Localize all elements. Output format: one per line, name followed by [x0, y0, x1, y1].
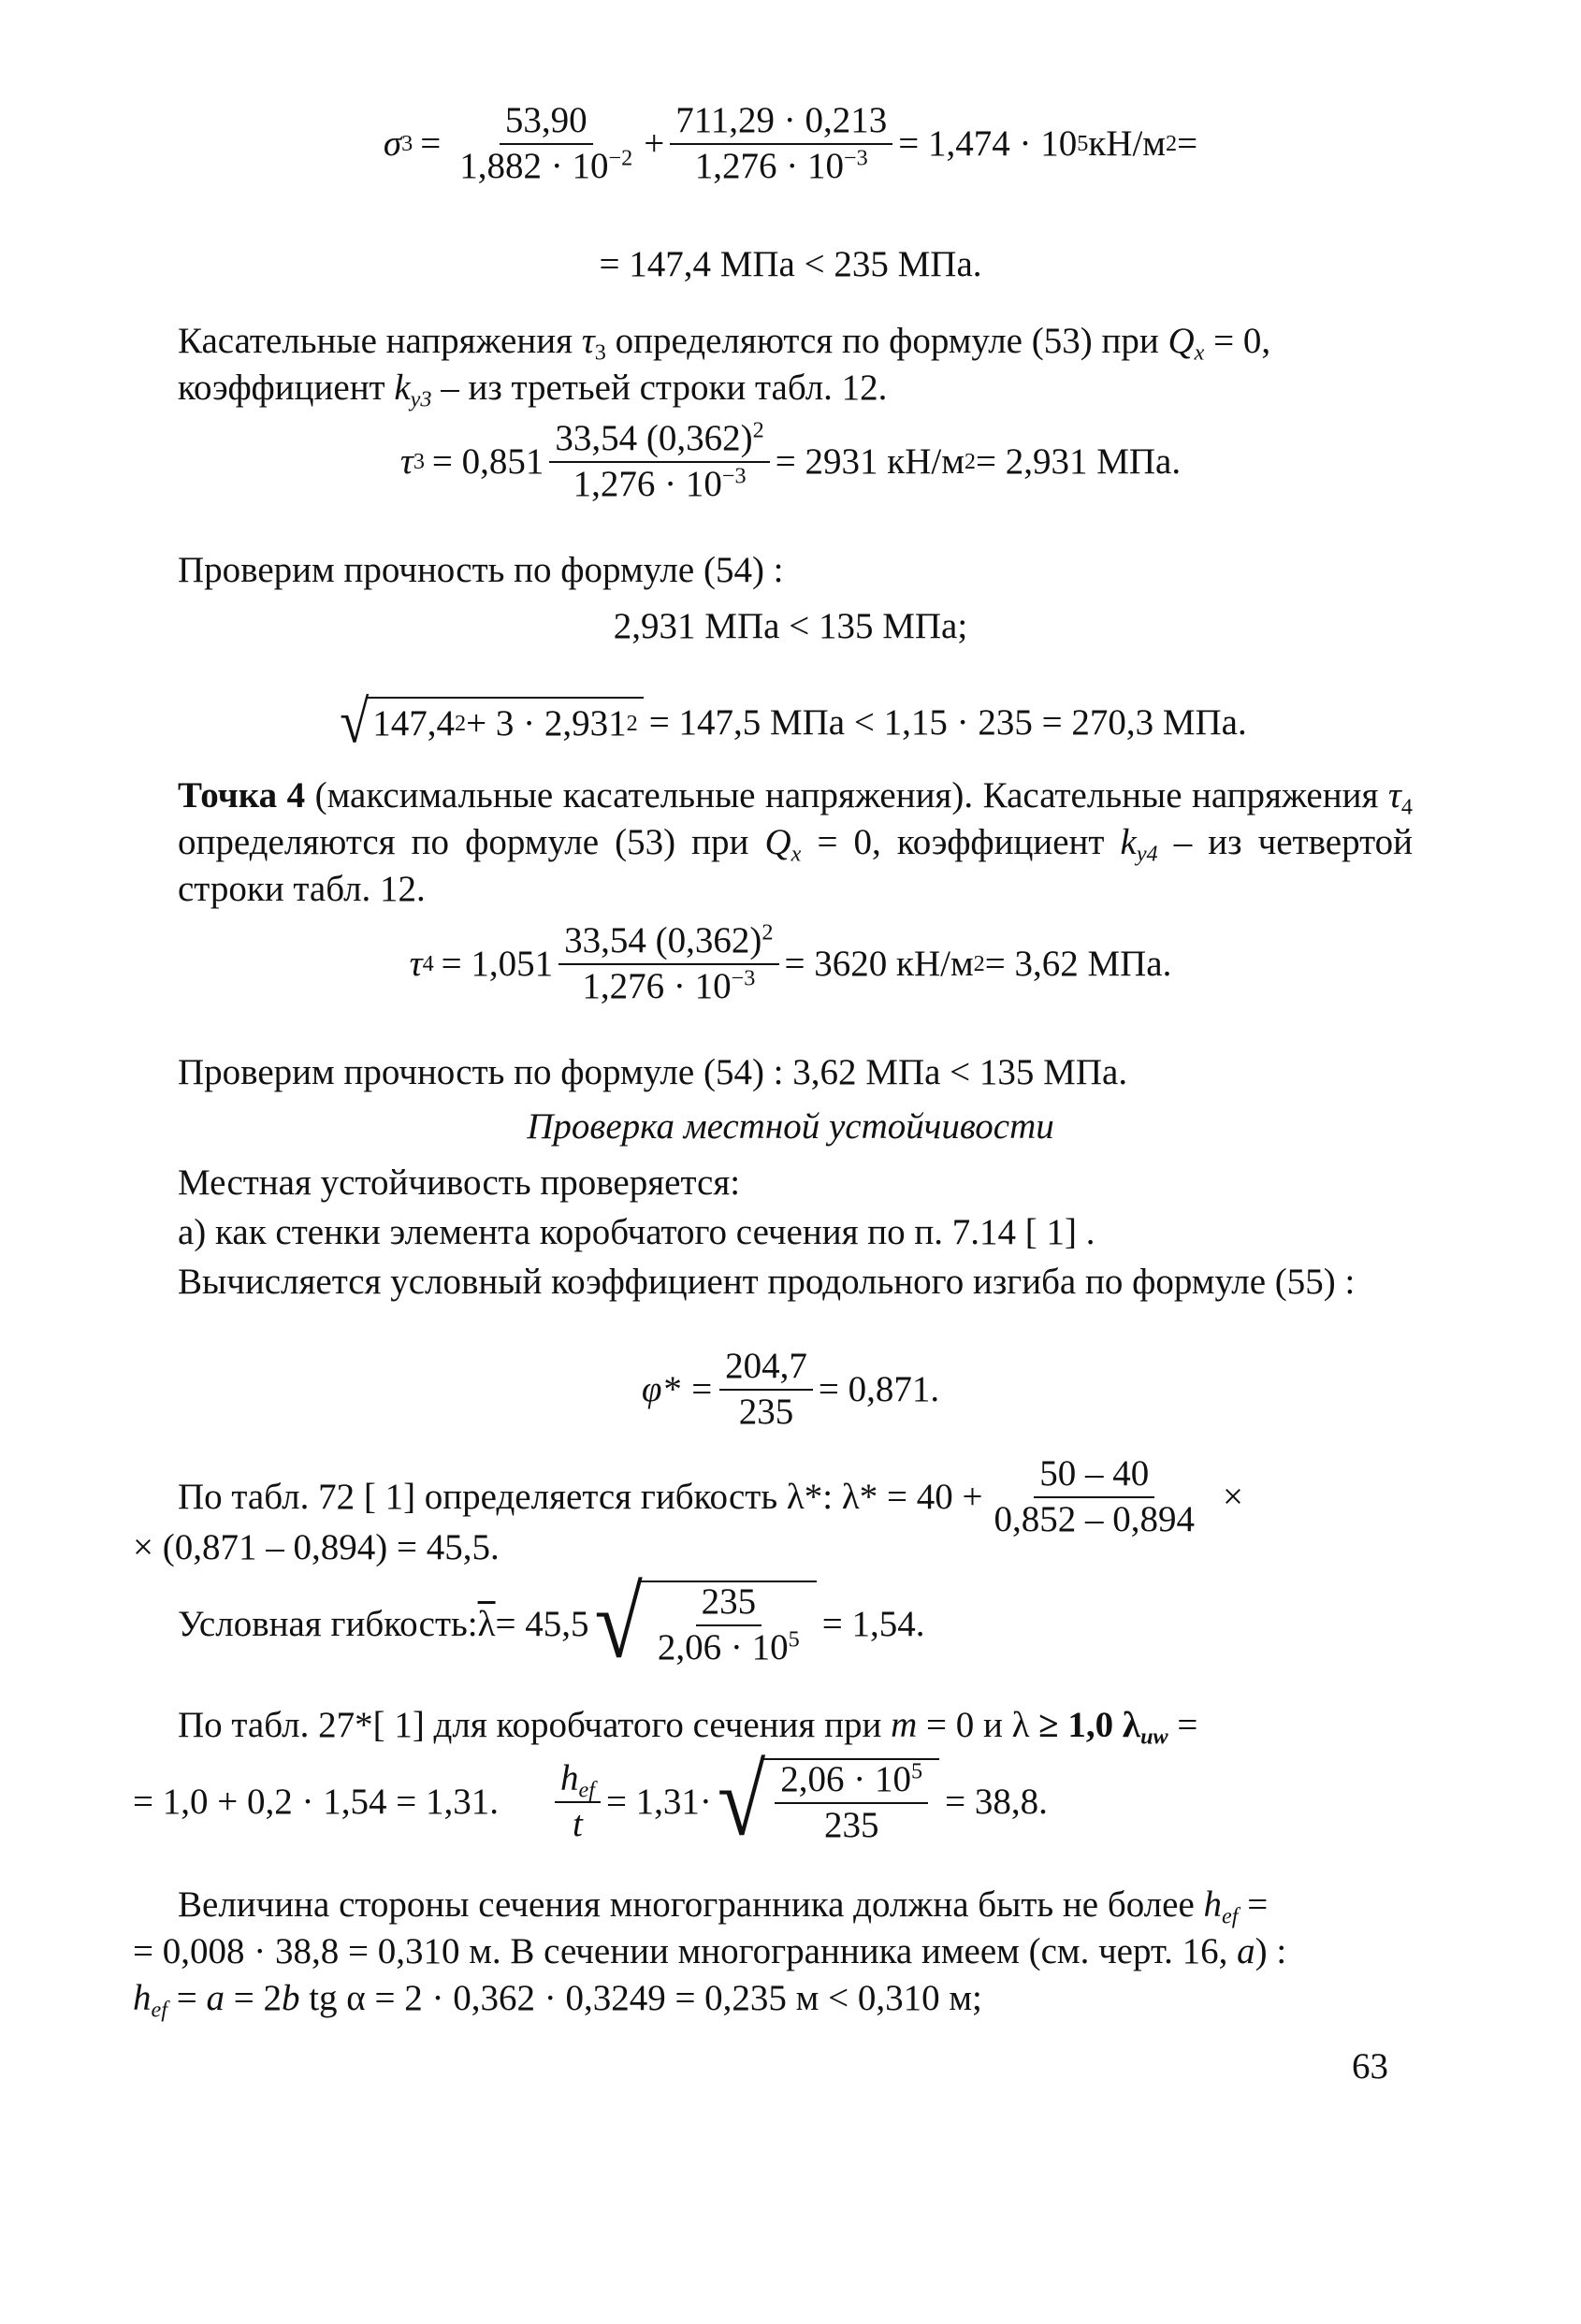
paragraph-conditional-flex: Условная гибкость: $\overline{\lambda}$ = 45,5 √ $\frac{235}{2,06 \cdot 10^5}$ = 1,54. — [178, 1568, 925, 1680]
formula-tau4: τ 4 = 1,051 $\frac{33,54 (0,362)^2}{1,276 \cdot 10^{-3}}$ = 3620 кН/м 2 = 3,62 МПа. — [409, 919, 1172, 1006]
paragraph-check-strength-2: Проверим прочность по формуле (54) : 3,62 МПа < 135 МПа. — [178, 1052, 1128, 1092]
formula-sqrt-check: √ 147,4 2 + 3 · 2,931 2 = 147,5 МПа < 1,15 · 235 = 270,3 МПа. — [340, 689, 1247, 757]
sqrt: √ 147,4 2 + 3 · 2,931 2 — [340, 697, 643, 750]
paragraph-table27: По табл. 27*[ 1] для коробчатого сечения при m = 0 и λ ≥ 1,0 $\lambda_{uw}$ = — [178, 1705, 1198, 1750]
fraction: $\frac{33,54 (0,362)^2}{1,276 \cdot 10^{-3}}$ — [549, 419, 769, 505]
paragraph-flexibility-cont: × (0,871 – 0,894) = 45,5. — [133, 1527, 500, 1567]
fraction: $\frac{h_{ef}}{t}$ — [555, 1759, 601, 1845]
fraction: $\frac{204,7}{235}$ — [719, 1347, 813, 1433]
formula-sigma3: σ 3 = $\frac{53,90}{1,882 \cdot 10^{-2}}$ + $\frac{711,29 \cdot 0,213}{1,276 \cdot 10^{-3}}$ = 1,474 · 10 5 кН/м 2 = — [383, 100, 1198, 186]
formula-hef: = 1,0 + 0,2 · 1,54 = 1,31. $\frac{h_{ef}}{t}$ = 1,31· √ $\frac{2,06 \cdot 10^5}{235}$ = 38,8. — [133, 1746, 1048, 1857]
paragraph-polygon-side-cont2: $h_{ef} = a = 2b$ tg α = 2 · 0,362 · 0,3249 = 0,235 м < 0,310 м; — [133, 1978, 982, 2023]
paragraph-polygon-side: Величина стороны сечения многогранника должна быть не более $h_{ef}$ = — [178, 1884, 1269, 1929]
fraction: $\frac{53,90}{1,882 \cdot 10^{-2}}$ — [459, 100, 633, 186]
fraction: $\frac{711,29 \cdot 0,213}{1,276 \cdot 10^{-3}}$ — [670, 101, 892, 187]
paragraph-conditional-coef: Вычисляется условный коэффициент продольного изгиба по формуле (55) : — [178, 1262, 1356, 1302]
fraction: $\frac{33,54 (0,362)^2}{1,276 \cdot 10^{-3}}$ — [558, 921, 778, 1007]
formula-tau3: τ 3 = 0,851 $\frac{33,54 (0,362)^2}{1,276 \cdot 10^{-3}}$ = 2931 кН/м 2 = 2,931 МПа. — [399, 417, 1182, 504]
paragraph-polygon-side-cont: = 0,008 · 38,8 = 0,310 м. В сечении многогранника имеем (см. черт. 16, а) : — [133, 1931, 1287, 1971]
paragraph-flexibility: По табл. 72 [ 1] определяется гибкость λ*: λ* = 40 + $\frac{50 - 40}{0,852 - 0,894}$ × — [178, 1453, 1244, 1539]
paragraph-local-stability: Местная устойчивость проверяется: — [178, 1162, 741, 1203]
fraction: $\frac{235}{2,06 \cdot 10^5}$ — [657, 1581, 800, 1667]
formula-sigma3-result: = 147,4 МПа < 235 МПа. — [599, 244, 982, 284]
sqrt: √ $\frac{235}{2,06 \cdot 10^5}$ — [595, 1581, 817, 1668]
fraction: $\frac{50 - 40}{0,852 - 0,894}$ — [994, 1453, 1196, 1539]
formula-strength-check: 2,931 МПа < 135 МПа; — [613, 606, 968, 646]
fraction: $\frac{2,06 \cdot 10^5}{235}$ — [775, 1760, 928, 1846]
page-number: 63 — [1352, 2046, 1388, 2086]
sigma-symbol: σ — [383, 123, 402, 164]
paragraph-check-strength: Проверим прочность по формуле (54) : — [178, 550, 784, 590]
sqrt: √ $\frac{2,06 \cdot 10^5}{235}$ — [718, 1758, 939, 1846]
paragraph-point4: Точка 4 (максимальные касательные напряжения). Касательные напряжения $\tau_4$ определяются по формуле (53) при $Q_x = 0$, коэффициент $k_{y4}$ – из четвертой строки табл. 12. — [178, 775, 1413, 909]
section-heading: Проверка местной устойчивости — [527, 1106, 1054, 1147]
paragraph-tau3: Касательные напряжения $\tau_3$ определяются по формуле (53) при $Q_x = 0$, коэффициент $k_{y3}$ – из третьей строки табл. 12. — [178, 321, 1271, 412]
paragraph-item-a: а) как стенки элемента коробчатого сечения по п. 7.14 [ 1] . — [178, 1212, 1095, 1252]
formula-phi: φ* = $\frac{204,7}{235}$ = 0,871. — [641, 1346, 940, 1432]
